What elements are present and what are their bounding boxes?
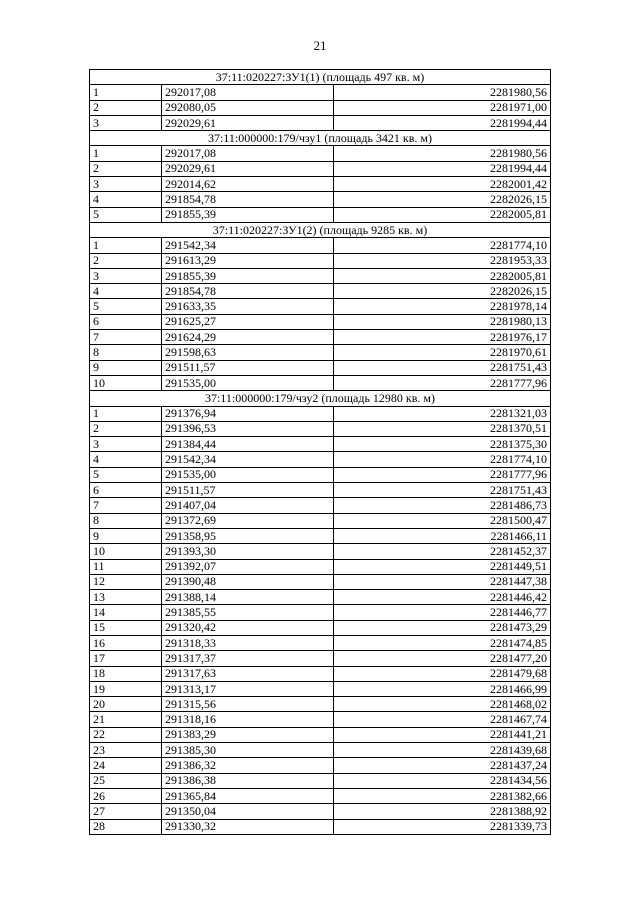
coordinate-y: 2281477,20 <box>334 651 551 666</box>
coordinate-x: 291376,94 <box>162 406 334 421</box>
point-number: 11 <box>90 559 162 574</box>
coordinate-y: 2282005,81 <box>334 207 551 222</box>
coordinate-x: 291386,32 <box>162 758 334 773</box>
point-number: 19 <box>90 681 162 696</box>
table-row <box>90 635 551 650</box>
point-number: 4 <box>90 284 162 299</box>
table-row <box>90 406 551 421</box>
coordinate-x: 291350,04 <box>162 804 334 819</box>
coordinate-y: 2281751,43 <box>334 360 551 375</box>
point-number: 1 <box>90 85 162 100</box>
coordinate-x: 291392,07 <box>162 559 334 574</box>
coordinate-y: 2282001,42 <box>334 177 551 192</box>
coordinate-y: 2281474,85 <box>334 635 551 650</box>
coordinate-x: 291317,63 <box>162 666 334 681</box>
point-number: 2 <box>90 161 162 176</box>
point-number: 14 <box>90 605 162 620</box>
point-number: 5 <box>90 207 162 222</box>
page-number: 21 <box>313 38 327 53</box>
coordinate-x: 291386,38 <box>162 773 334 788</box>
table-row <box>90 161 551 176</box>
table-row <box>90 559 551 574</box>
point-number: 2 <box>90 253 162 268</box>
coordinate-y: 2282005,81 <box>334 268 551 283</box>
section-title: 37:11:000000:179/чзу1 (площадь 3421 кв. м) <box>90 131 551 146</box>
section-title: 37:11:020227:ЗУ1(2) (площадь 9285 кв. м) <box>90 222 551 237</box>
coordinate-x: 291384,44 <box>162 437 334 452</box>
coordinate-y: 2281980,13 <box>334 314 551 329</box>
coordinate-y: 2281449,51 <box>334 559 551 574</box>
coordinate-y: 2281473,29 <box>334 620 551 635</box>
coordinate-x: 292080,05 <box>162 100 334 115</box>
coordinate-y: 2281370,51 <box>334 421 551 436</box>
coordinate-y: 2281446,42 <box>334 590 551 605</box>
coordinate-y: 2281751,43 <box>334 483 551 498</box>
table-row <box>90 773 551 788</box>
coordinate-x: 292017,08 <box>162 146 334 161</box>
table-row <box>90 544 551 559</box>
coordinate-x: 291535,00 <box>162 467 334 482</box>
coordinate-y: 2281388,92 <box>334 804 551 819</box>
coordinate-x: 291383,29 <box>162 727 334 742</box>
table-row <box>90 330 551 345</box>
coordinate-x: 291535,00 <box>162 375 334 390</box>
coordinate-y: 2281382,66 <box>334 788 551 803</box>
table-row <box>90 758 551 773</box>
table-row <box>90 85 551 100</box>
point-number: 4 <box>90 452 162 467</box>
point-number: 28 <box>90 819 162 834</box>
coordinate-x: 291317,37 <box>162 651 334 666</box>
coordinate-y: 2281452,37 <box>334 544 551 559</box>
coordinate-x: 291613,29 <box>162 253 334 268</box>
table-row <box>90 804 551 819</box>
coordinate-y: 2281994,44 <box>334 161 551 176</box>
table-row <box>90 284 551 299</box>
coordinate-y: 2281466,11 <box>334 528 551 543</box>
point-number: 27 <box>90 804 162 819</box>
table-row <box>90 253 551 268</box>
point-number: 5 <box>90 467 162 482</box>
table-row <box>90 528 551 543</box>
point-number: 18 <box>90 666 162 681</box>
table-row <box>90 467 551 482</box>
coordinate-x: 291330,32 <box>162 819 334 834</box>
table-row <box>90 115 551 130</box>
coordinate-x: 291385,30 <box>162 743 334 758</box>
section-header-row <box>90 131 551 146</box>
coordinate-x: 291393,30 <box>162 544 334 559</box>
coordinate-y: 2281486,73 <box>334 498 551 513</box>
coordinate-x: 291854,78 <box>162 192 334 207</box>
table-row <box>90 314 551 329</box>
coordinate-y: 2281774,10 <box>334 238 551 253</box>
point-number: 3 <box>90 115 162 130</box>
table-row <box>90 483 551 498</box>
section-title: 37:11:020227:ЗУ1(1) (площадь 497 кв. м) <box>90 70 551 85</box>
coordinate-y: 2281468,02 <box>334 697 551 712</box>
coordinate-y: 2281375,30 <box>334 437 551 452</box>
coordinate-y: 2281953,33 <box>334 253 551 268</box>
point-number: 17 <box>90 651 162 666</box>
coordinate-x: 291396,53 <box>162 421 334 436</box>
section-title: 37:11:000000:179/чзу2 (площадь 12980 кв. м) <box>90 391 551 406</box>
point-number: 7 <box>90 498 162 513</box>
table-row <box>90 605 551 620</box>
point-number: 15 <box>90 620 162 635</box>
table-row <box>90 819 551 834</box>
coordinate-y: 2281980,56 <box>334 146 551 161</box>
coordinate-y: 2281321,03 <box>334 406 551 421</box>
table-row <box>90 620 551 635</box>
coordinate-y: 2281500,47 <box>334 513 551 528</box>
coordinate-x: 291854,78 <box>162 284 334 299</box>
table-row <box>90 574 551 589</box>
coordinate-x: 291388,14 <box>162 590 334 605</box>
coordinate-y: 2281441,21 <box>334 727 551 742</box>
table-row <box>90 513 551 528</box>
coordinate-y: 2281978,14 <box>334 299 551 314</box>
table-row <box>90 268 551 283</box>
table-row <box>90 299 551 314</box>
coordinate-x: 291318,16 <box>162 712 334 727</box>
coordinate-x: 291358,95 <box>162 528 334 543</box>
point-number: 20 <box>90 697 162 712</box>
point-number: 12 <box>90 574 162 589</box>
coordinate-x: 291598,63 <box>162 345 334 360</box>
coordinate-x: 291633,35 <box>162 299 334 314</box>
point-number: 9 <box>90 360 162 375</box>
coordinates-table <box>89 69 551 835</box>
coordinate-x: 291511,57 <box>162 360 334 375</box>
coordinate-y: 2281777,96 <box>334 375 551 390</box>
coordinate-x: 292029,61 <box>162 115 334 130</box>
table-row <box>90 360 551 375</box>
point-number: 21 <box>90 712 162 727</box>
coordinates-table-body <box>90 70 551 835</box>
table-row <box>90 788 551 803</box>
point-number: 6 <box>90 314 162 329</box>
point-number: 3 <box>90 268 162 283</box>
coordinate-y: 2281439,68 <box>334 743 551 758</box>
table-row <box>90 452 551 467</box>
coordinate-y: 2281970,61 <box>334 345 551 360</box>
table-row <box>90 590 551 605</box>
coordinate-x: 291511,57 <box>162 483 334 498</box>
coordinate-y: 2281994,44 <box>334 115 551 130</box>
table-row <box>90 345 551 360</box>
point-number: 10 <box>90 544 162 559</box>
point-number: 2 <box>90 100 162 115</box>
point-number: 5 <box>90 299 162 314</box>
point-number: 8 <box>90 345 162 360</box>
table-row <box>90 681 551 696</box>
point-number: 13 <box>90 590 162 605</box>
coordinate-y: 2281446,77 <box>334 605 551 620</box>
coordinate-y: 2281467,74 <box>334 712 551 727</box>
coordinate-y: 2281980,56 <box>334 85 551 100</box>
point-number: 1 <box>90 406 162 421</box>
table-row <box>90 375 551 390</box>
point-number: 3 <box>90 437 162 452</box>
point-number: 3 <box>90 177 162 192</box>
table-row <box>90 437 551 452</box>
table-row <box>90 727 551 742</box>
coordinate-x: 291313,17 <box>162 681 334 696</box>
point-number: 6 <box>90 483 162 498</box>
coordinate-x: 291625,27 <box>162 314 334 329</box>
coordinate-x: 291385,55 <box>162 605 334 620</box>
coordinate-y: 2281774,10 <box>334 452 551 467</box>
point-number: 7 <box>90 330 162 345</box>
table-row <box>90 666 551 681</box>
coordinate-x: 291390,48 <box>162 574 334 589</box>
coordinate-x: 291365,84 <box>162 788 334 803</box>
coordinate-x: 292017,08 <box>162 85 334 100</box>
coordinate-y: 2281434,56 <box>334 773 551 788</box>
coordinate-x: 291407,04 <box>162 498 334 513</box>
point-number: 26 <box>90 788 162 803</box>
coordinate-x: 291542,34 <box>162 452 334 467</box>
coordinate-y: 2281971,00 <box>334 100 551 115</box>
coordinate-x: 291542,34 <box>162 238 334 253</box>
point-number: 9 <box>90 528 162 543</box>
point-number: 16 <box>90 635 162 650</box>
point-number: 22 <box>90 727 162 742</box>
table-row <box>90 712 551 727</box>
coordinate-x: 291624,29 <box>162 330 334 345</box>
coordinate-y: 2281447,38 <box>334 574 551 589</box>
coordinate-x: 291372,69 <box>162 513 334 528</box>
section-header-row <box>90 391 551 406</box>
section-header-row <box>90 70 551 85</box>
point-number: 1 <box>90 238 162 253</box>
point-number: 25 <box>90 773 162 788</box>
table-row <box>90 498 551 513</box>
coordinate-y: 2281976,17 <box>334 330 551 345</box>
coordinate-y: 2281479,68 <box>334 666 551 681</box>
table-row <box>90 100 551 115</box>
coordinate-y: 2282026,15 <box>334 192 551 207</box>
section-header-row <box>90 222 551 237</box>
table-row <box>90 207 551 222</box>
coordinate-x: 292029,61 <box>162 161 334 176</box>
coordinate-x: 291855,39 <box>162 207 334 222</box>
table-row <box>90 192 551 207</box>
point-number: 4 <box>90 192 162 207</box>
table-row <box>90 651 551 666</box>
coordinate-y: 2281777,96 <box>334 467 551 482</box>
point-number: 24 <box>90 758 162 773</box>
coordinate-x: 292014,62 <box>162 177 334 192</box>
table-row <box>90 697 551 712</box>
coordinate-y: 2281339,73 <box>334 819 551 834</box>
coordinate-x: 291318,33 <box>162 635 334 650</box>
point-number: 1 <box>90 146 162 161</box>
coordinate-y: 2282026,15 <box>334 284 551 299</box>
point-number: 10 <box>90 375 162 390</box>
point-number: 8 <box>90 513 162 528</box>
table-row <box>90 177 551 192</box>
coordinate-y: 2281466,99 <box>334 681 551 696</box>
table-row <box>90 146 551 161</box>
coordinate-x: 291320,42 <box>162 620 334 635</box>
point-number: 2 <box>90 421 162 436</box>
table-row <box>90 421 551 436</box>
coordinate-x: 291855,39 <box>162 268 334 283</box>
coordinate-y: 2281437,24 <box>334 758 551 773</box>
table-row <box>90 743 551 758</box>
point-number: 23 <box>90 743 162 758</box>
table-row <box>90 238 551 253</box>
coordinate-x: 291315,56 <box>162 697 334 712</box>
